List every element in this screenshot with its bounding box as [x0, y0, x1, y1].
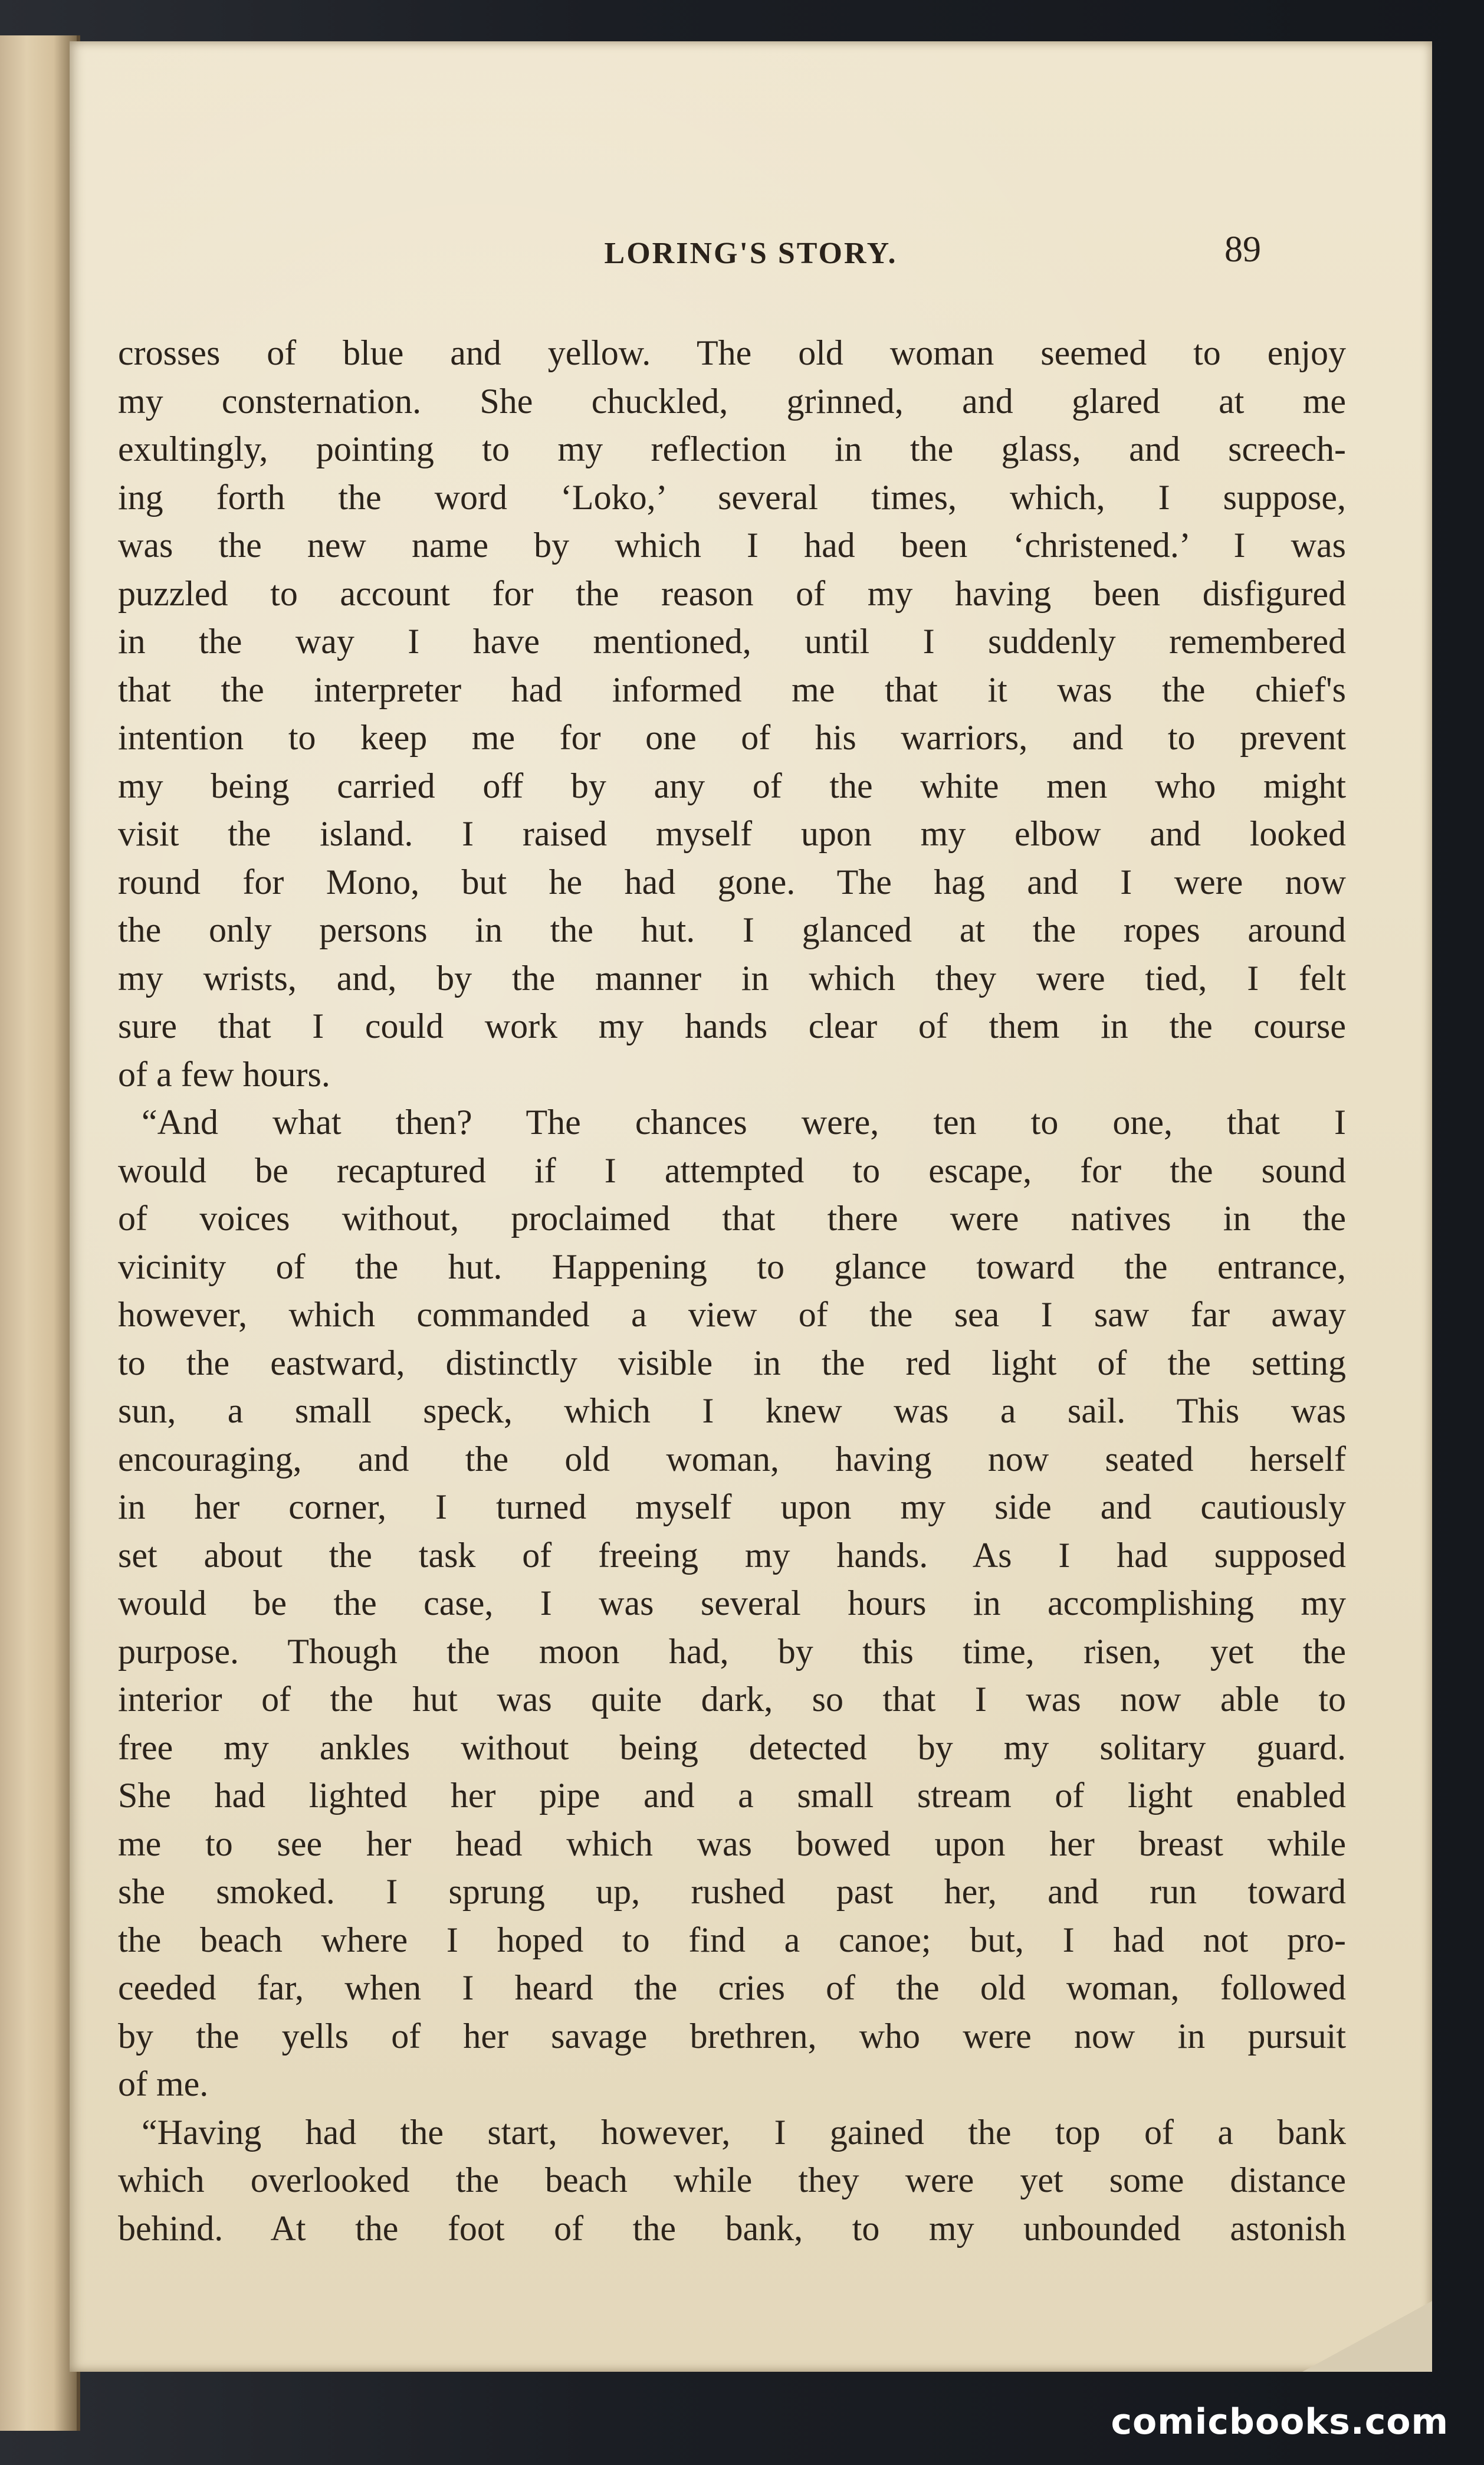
running-head: LORING'S STORY. [604, 237, 898, 270]
text-line: free my ankles without being detected by my solitary guard. [118, 1728, 1346, 1767]
text-line: crosses of blue and yellow. The old woman seemed to enjoy [118, 333, 1346, 372]
text-line: interior of the hut was quite dark, so that I was now able to [118, 1680, 1346, 1719]
text-line: exultingly, pointing to my reflection in the glass, and screech- [118, 430, 1346, 468]
text-line: she smoked. I sprung up, rushed past her, and run toward [118, 1872, 1346, 1911]
text-line: that the interpreter had informed me that it was the chief's [118, 670, 1346, 709]
text-line: would be the case, I was several hours in accomplishing my [118, 1584, 1346, 1622]
text-line: “And what then? The chances were, ten to one, that I [142, 1103, 1346, 1142]
text-line: the beach where I hoped to find a canoe; but, I had not pro- [118, 1920, 1346, 1959]
text-line: me to see her head which was bowed upon her breast while [118, 1824, 1346, 1863]
text-line: encouraging, and the old woman, having now seated herself [118, 1439, 1346, 1479]
text-line: which overlooked the beach while they were yet some distance [118, 2161, 1346, 2200]
text-line: was the new name by which I had been ‘christened.’ I was [118, 526, 1346, 565]
text-line: of voices without, proclaimed that there were natives in the [118, 1199, 1346, 1238]
text-line: by the yells of her savage brethren, who were now in pursuit [118, 2016, 1346, 2056]
text-line: my wrists, and, by the manner in which they were tied, I felt [118, 958, 1346, 998]
text-line: sure that I could work my hands clear of them in the course [118, 1007, 1346, 1045]
text-line: intention to keep me for one of his warriors, and to prevent [118, 718, 1346, 757]
text-line: She had lighted her pipe and a small stream of light enabled [118, 1776, 1346, 1815]
text-line: vicinity of the hut. Happening to glance toward the entrance, [118, 1247, 1346, 1286]
text-line: of a few hours. [118, 1054, 330, 1094]
text-line: “Having had the start, however, I gained the top of a bank [142, 2112, 1346, 2152]
text-line: round for Mono, but he had gone. The hag and I were now [118, 862, 1346, 902]
text-line: of me. [118, 2064, 209, 2103]
page-number: 89 [1224, 230, 1261, 270]
text-line: in the way I have mentioned, until I suddenly remembered [118, 622, 1346, 661]
text-line: to the eastward, distinctly visible in the red light of the setting [118, 1343, 1346, 1382]
text-line: my being carried off by any of the white men who might [118, 766, 1346, 805]
text-line: ing forth the word ‘Loko,’ several times, which, I suppose, [118, 477, 1346, 517]
text-line: ceeded far, when I heard the cries of the old woman, followed [118, 1968, 1346, 2007]
text-line: in her corner, I turned myself upon my side and cautiously [118, 1487, 1346, 1526]
text-line: purpose. Though the moon had, by this time, risen, yet the [118, 1631, 1346, 1671]
text-line: my consternation. She chuckled, grinned, and glared at me [118, 381, 1346, 421]
book-page [70, 41, 1432, 2372]
text-line: set about the task of freeing my hands. As I had supposed [118, 1535, 1346, 1575]
text-line: the only persons in the hut. I glanced at the ropes around [118, 910, 1346, 949]
body-text [118, 329, 1346, 2253]
page-corner-fold [1302, 2301, 1432, 2372]
watermark: comicbooks.com [1111, 2401, 1449, 2443]
book-spine [0, 35, 80, 2431]
text-line: would be recaptured if I attempted to escape, for the sound [118, 1150, 1346, 1190]
text-line: sun, a small speck, which I knew was a sail. This was [118, 1391, 1346, 1430]
text-line: behind. At the foot of the bank, to my unbounded astonish [118, 2208, 1346, 2248]
text-line: however, which commanded a view of the sea I saw far away [118, 1295, 1346, 1334]
text-line: puzzled to account for the reason of my having been disfigured [118, 573, 1346, 613]
text-line: visit the island. I raised myself upon my elbow and looked [118, 814, 1346, 853]
